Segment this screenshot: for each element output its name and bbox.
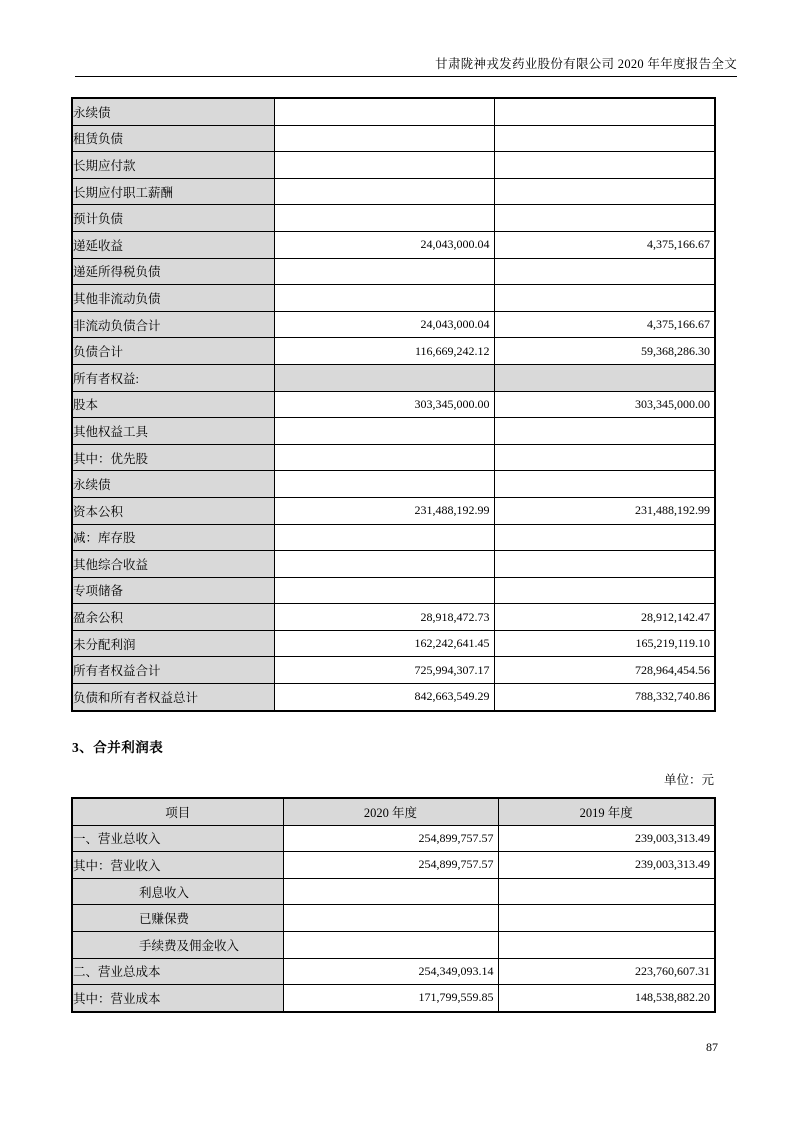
table-row (72, 178, 715, 205)
row-label: 所有者权益合计 (72, 657, 274, 684)
table-row (72, 497, 715, 524)
row-value-2020 (274, 258, 494, 285)
row-value-2020 (274, 551, 494, 578)
row-value-2020 (283, 931, 498, 958)
table-row (72, 825, 715, 852)
row-value-2019 (494, 98, 715, 125)
row-value-2019: 28,912,142.47 (494, 604, 715, 631)
row-value-2020 (274, 444, 494, 471)
table-row (72, 285, 715, 312)
section-title: 3、合并利润表 (72, 740, 164, 755)
unit-label: 单位：元 (663, 773, 714, 787)
row-value-2019 (494, 551, 715, 578)
row-value-2019 (494, 471, 715, 498)
row-label: 减：库存股 (72, 524, 274, 551)
row-label: 专项储备 (72, 577, 274, 604)
table-row (72, 338, 715, 365)
row-value-2020: 725,994,307.17 (274, 657, 494, 684)
row-label: 其他综合收益 (72, 551, 274, 578)
row-value-2019 (494, 152, 715, 179)
row-value-2020 (274, 524, 494, 551)
table-row (72, 684, 715, 711)
income-statement-table (71, 797, 716, 1013)
row-value-2019: 231,488,192.99 (494, 497, 715, 524)
row-value-2019 (498, 931, 715, 958)
row-label: 长期应付职工薪酬 (72, 178, 274, 205)
table-row (72, 391, 715, 418)
column-header-item: 项目 (72, 798, 283, 825)
row-value-2019: 788,332,740.86 (494, 684, 715, 711)
table-row (72, 852, 715, 879)
row-value-2020 (283, 905, 498, 932)
row-value-2020 (274, 125, 494, 152)
row-value-2019: 4,375,166.67 (494, 311, 715, 338)
table-row (72, 125, 715, 152)
income-statement-header (72, 798, 715, 825)
row-value-2020 (274, 285, 494, 312)
header-rule (75, 76, 737, 77)
column-header-2020: 2020 年度 (283, 798, 498, 825)
balance-sheet-table (71, 97, 716, 712)
row-value-2020: 254,349,093.14 (283, 958, 498, 985)
row-label: 永续债 (72, 98, 274, 125)
row-label: 手续费及佣金收入 (72, 931, 283, 958)
row-value-2020 (274, 577, 494, 604)
row-value-2019 (494, 205, 715, 232)
table-row (72, 311, 715, 338)
table-row (72, 630, 715, 657)
row-value-2020: 254,899,757.57 (283, 825, 498, 852)
row-value-2020: 28,918,472.73 (274, 604, 494, 631)
table-row (72, 551, 715, 578)
row-value-2020: 254,899,757.57 (283, 852, 498, 879)
row-label: 利息收入 (72, 878, 283, 905)
row-value-2020 (274, 418, 494, 445)
row-value-2020 (274, 178, 494, 205)
row-value-2019: 4,375,166.67 (494, 231, 715, 258)
table-row (72, 524, 715, 551)
row-value-2019: 59,368,286.30 (494, 338, 715, 365)
table-row (72, 364, 715, 391)
row-label: 租赁负债 (72, 125, 274, 152)
table-row (72, 205, 715, 232)
row-label: 二、营业总成本 (72, 958, 283, 985)
table-row (72, 98, 715, 125)
row-value-2020 (283, 878, 498, 905)
row-value-2019: 728,964,454.56 (494, 657, 715, 684)
row-label: 永续债 (72, 471, 274, 498)
row-label: 未分配利润 (72, 630, 274, 657)
row-value-2019 (494, 577, 715, 604)
row-value-2020: 24,043,000.04 (274, 311, 494, 338)
row-label: 递延收益 (72, 231, 274, 258)
income-statement-body (72, 825, 715, 1012)
row-value-2019: 165,219,119.10 (494, 630, 715, 657)
table-row (72, 958, 715, 985)
row-value-2019 (498, 905, 715, 932)
row-value-2020: 116,669,242.12 (274, 338, 494, 365)
row-value-2020 (274, 205, 494, 232)
page-number: 87 (706, 1040, 718, 1054)
row-label: 已赚保费 (72, 905, 283, 932)
row-label: 长期应付款 (72, 152, 274, 179)
row-label: 递延所得税负债 (72, 258, 274, 285)
table-row (72, 985, 715, 1012)
row-value-2020 (274, 471, 494, 498)
row-value-2020 (274, 152, 494, 179)
row-value-2020: 24,043,000.04 (274, 231, 494, 258)
row-value-2019 (494, 258, 715, 285)
column-header-2019: 2019 年度 (498, 798, 715, 825)
table-row (72, 604, 715, 631)
row-value-2019: 223,760,607.31 (498, 958, 715, 985)
row-label: 预计负债 (72, 205, 274, 232)
row-label: 一、营业总收入 (72, 825, 283, 852)
row-value-2019 (494, 364, 715, 391)
row-value-2020: 303,345,000.00 (274, 391, 494, 418)
row-value-2019: 303,345,000.00 (494, 391, 715, 418)
row-value-2020: 171,799,559.85 (283, 985, 498, 1012)
table-row (72, 444, 715, 471)
row-label: 其他非流动负债 (72, 285, 274, 312)
row-value-2019 (494, 125, 715, 152)
row-label: 所有者权益: (72, 364, 274, 391)
row-value-2020 (274, 98, 494, 125)
table-row (72, 152, 715, 179)
row-value-2019 (494, 524, 715, 551)
table-row (72, 878, 715, 905)
row-label: 盈余公积 (72, 604, 274, 631)
row-value-2019 (494, 444, 715, 471)
row-label: 其他权益工具 (72, 418, 274, 445)
row-label: 负债和所有者权益总计 (72, 684, 274, 711)
row-value-2020: 162,242,641.45 (274, 630, 494, 657)
row-value-2019: 239,003,313.49 (498, 825, 715, 852)
table-row (72, 577, 715, 604)
table-row (72, 931, 715, 958)
row-value-2020: 842,663,549.29 (274, 684, 494, 711)
table-row (72, 418, 715, 445)
row-value-2019: 148,538,882.20 (498, 985, 715, 1012)
row-label: 其中：营业收入 (72, 852, 283, 879)
row-value-2020 (274, 364, 494, 391)
table-row (72, 471, 715, 498)
row-label: 非流动负债合计 (72, 311, 274, 338)
row-value-2019 (494, 178, 715, 205)
balance-sheet-body (72, 98, 715, 711)
row-label: 股本 (72, 391, 274, 418)
table-row (72, 905, 715, 932)
row-value-2019 (494, 285, 715, 312)
row-value-2019 (494, 418, 715, 445)
table-row (72, 657, 715, 684)
header-row (72, 798, 715, 825)
row-value-2019 (498, 878, 715, 905)
table-row (72, 231, 715, 258)
row-label: 资本公积 (72, 497, 274, 524)
row-value-2019: 239,003,313.49 (498, 852, 715, 879)
table-row (72, 258, 715, 285)
document-header-title: 甘肃陇神戎发药业股份有限公司 2020 年年度报告全文 (435, 57, 737, 71)
row-label: 负债合计 (72, 338, 274, 365)
row-label: 其中：营业成本 (72, 985, 283, 1012)
row-value-2020: 231,488,192.99 (274, 497, 494, 524)
row-label: 其中：优先股 (72, 444, 274, 471)
